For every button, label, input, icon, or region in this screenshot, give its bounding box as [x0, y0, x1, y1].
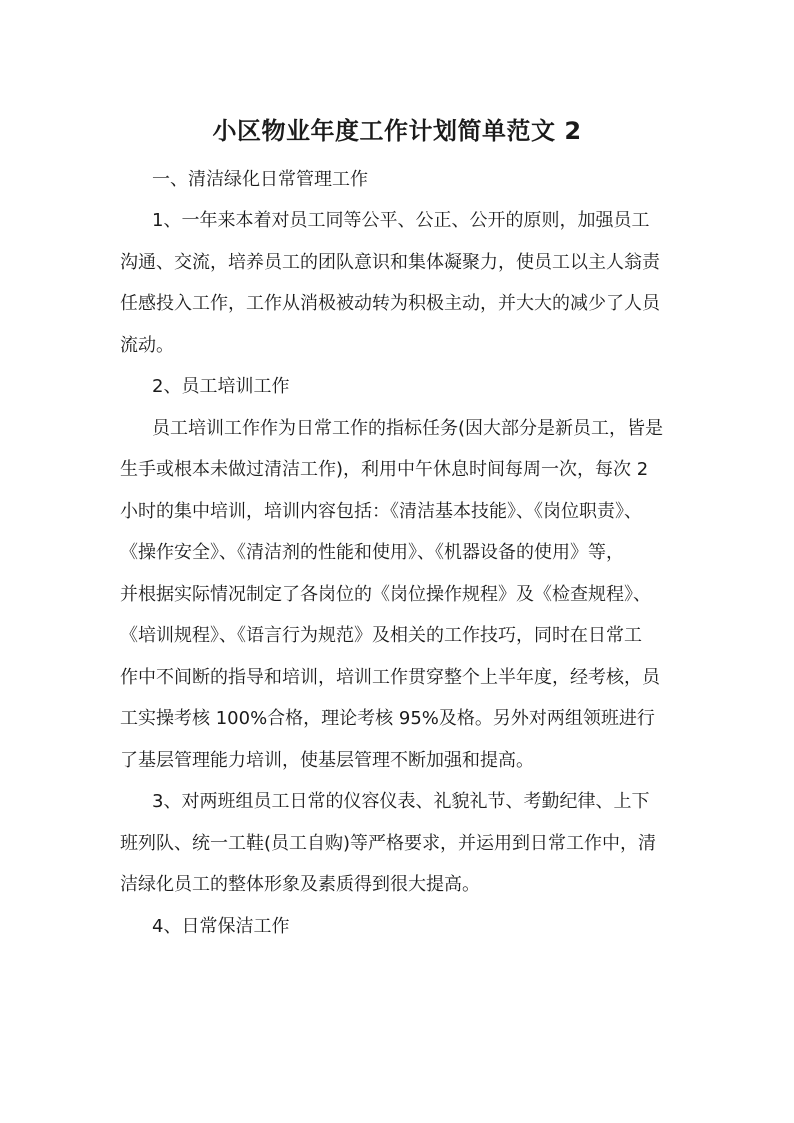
paragraph-line: 生手或根本未做过清洁工作)，利用中午休息时间每周一次，每次 2 — [120, 459, 649, 480]
paragraph-line: 沟通、交流，培养员工的团队意识和集体凝聚力，使员工以主人翁责 — [120, 252, 660, 273]
paragraph-line: 员工培训工作作为日常工作的指标任务(因大部分是新员工，皆是 — [152, 418, 664, 439]
paragraph-line: 并根据实际情况制定了各岗位的《岗位操作规程》及《检查规程》、 — [120, 584, 651, 605]
paragraph-line: 了基层管理能力培训，使基层管理不断加强和提高。 — [120, 750, 534, 771]
paragraph-line: 小时的集中培训，培训内容包括：《清洁基本技能》、《岗位职责》、 — [120, 501, 642, 522]
document-title: 小区物业年度工作计划简单范文 2 — [212, 117, 582, 145]
paragraph-line: 任感投入工作，工作从消极被动转为积极主动，并大大的减少了人员 — [120, 293, 660, 314]
paragraph-line: 作中不间断的指导和培训，培训工作贯穿整个上半年度，经考核，员 — [120, 667, 660, 688]
section-heading: 一、清洁绿化日常管理工作 — [152, 169, 368, 190]
paragraph-line: 工实操考核 100%合格，理论考核 95%及格。另外对两组领班进行 — [120, 708, 655, 729]
paragraph-line: 《培训规程》、《语言行为规范》及相关的工作技巧，同时在日常工 — [120, 625, 642, 646]
section-heading: 2、员工培训工作 — [152, 376, 290, 397]
section-heading: 4、日常保洁工作 — [152, 916, 290, 937]
paragraph-line: 流动。 — [120, 335, 174, 356]
paragraph-line: 1、一年来本着对员工同等公平、公正、公开的原则，加强员工 — [152, 210, 650, 231]
paragraph-line: 《操作安全》、《清洁剂的性能和使用》、《机器设备的使用》等， — [120, 542, 624, 563]
paragraph-line: 班列队、统一工鞋(员工自购)等严格要求，并运用到日常工作中，清 — [120, 833, 657, 854]
paragraph-line: 洁绿化员工的整体形象及素质得到很大提高。 — [120, 874, 480, 895]
paragraph-line: 3、对两班组员工日常的仪容仪表、礼貌礼节、考勤纪律、上下 — [152, 791, 650, 812]
